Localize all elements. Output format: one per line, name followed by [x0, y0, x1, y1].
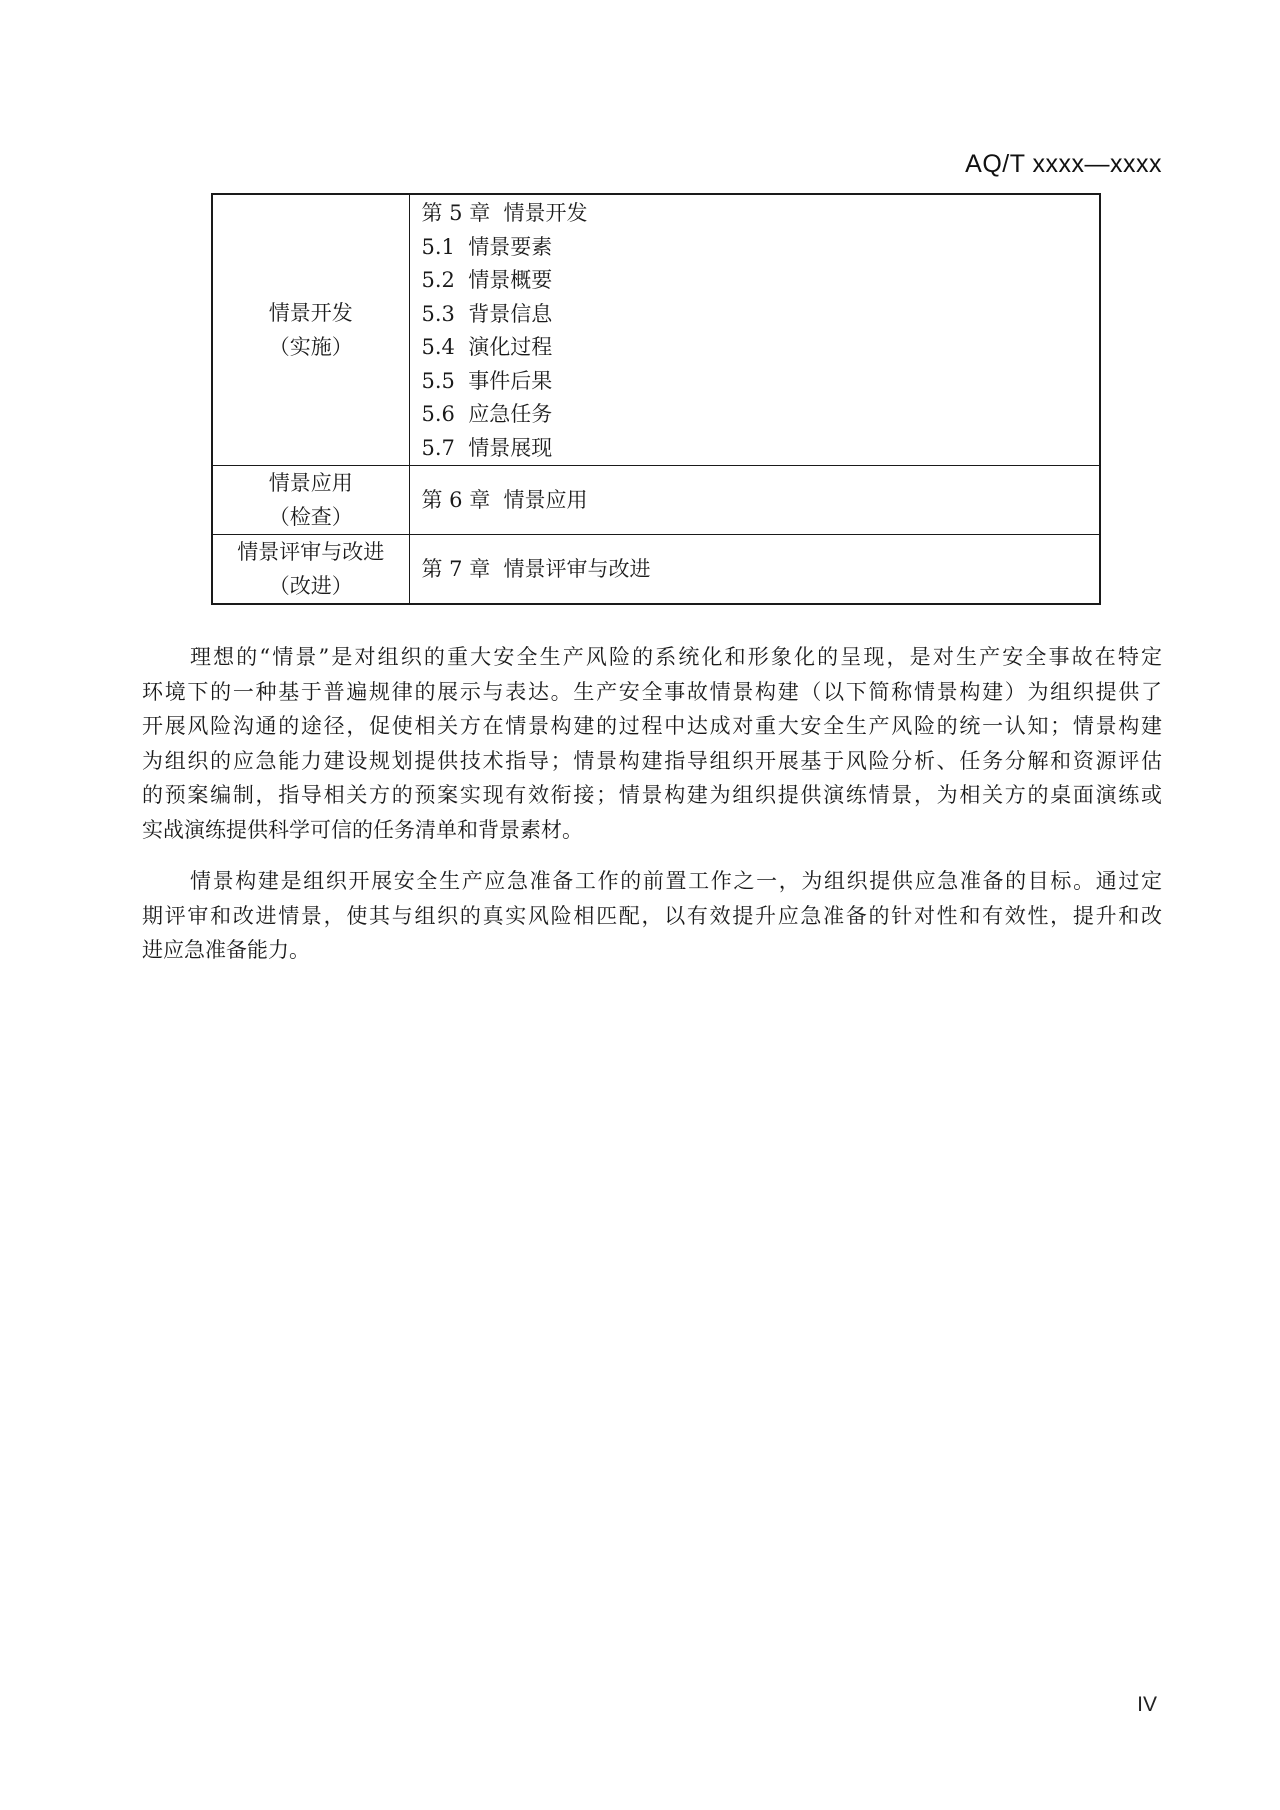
- chapter-item: 第 7 章 情景评审与改进: [421, 557, 651, 581]
- chapter-item: 5.4 演化过程: [421, 335, 553, 359]
- stage-phase: （改进）: [268, 574, 353, 598]
- page-number: IV: [1137, 1693, 1157, 1716]
- table-row-development: [212, 194, 1100, 466]
- stage-phase: （检查）: [268, 505, 353, 529]
- paragraph-line: 理想的“情景”是对组织的重大安全生产风险的系统化和形象化的呈现，是对生产安全事故在特定: [190, 645, 1162, 669]
- paragraph-line: 期评审和改进情景，使其与组织的真实风险相匹配，以有效提升应急准备的针对性和有效性，提升和改: [142, 903, 1162, 928]
- standard-number-header: AQ/T xxxx—xxxx: [965, 150, 1162, 178]
- body-paragraph-1: [142, 640, 1162, 847]
- table-row-application: [212, 466, 1100, 535]
- paragraph-line: 情景构建是组织开展安全生产应急准备工作的前置工作之一，为组织提供应急准备的目标。通过定: [190, 869, 1162, 893]
- paragraph-line: 实战演练提供科学可信的任务清单和背景素材。: [142, 817, 583, 842]
- body-paragraph-2: [142, 864, 1162, 968]
- chapter-item: 5.1 情景要素: [421, 234, 553, 259]
- paragraph-line: 环境下的一种基于普遍规律的展示与表达。生产安全事故情景构建（以下简称情景构建）为组织提供了: [142, 679, 1162, 704]
- stage-cell-review: [212, 535, 409, 605]
- stage-name: 情景评审与改进: [237, 540, 385, 564]
- paragraph-line: 进应急准备能力。: [142, 938, 310, 962]
- chapter-item: 第 6 章 情景应用: [421, 488, 588, 512]
- scenario-process-table: [211, 193, 1101, 605]
- stage-cell-application: [212, 466, 409, 535]
- chapter-item: 5.3 背景信息: [421, 301, 553, 326]
- paragraph-line: 的预案编制，指导相关方的预案实现有效衔接；情景构建为组织提供演练情景，为相关方的桌面演练或: [142, 783, 1162, 807]
- paragraph-line: 为组织的应急能力建设规划提供技术指导；情景构建指导组织开展基于风险分析、任务分解和资源评估: [142, 748, 1162, 773]
- stage-name: 情景应用: [268, 471, 353, 495]
- chapter-list-cell: [409, 194, 1100, 466]
- chapter-item: 5.7 情景展现: [421, 435, 553, 460]
- chapter-cell: [409, 535, 1100, 605]
- chapter-item: 第 5 章 情景开发: [421, 201, 588, 225]
- chapter-cell: [409, 466, 1100, 535]
- chapter-item: 5.5 事件后果: [421, 368, 553, 393]
- stage-phase: （实施）: [268, 335, 353, 359]
- paragraph-line: 开展风险沟通的途径，促使相关方在情景构建的过程中达成对重大安全生产风险的统一认知；情景构建: [142, 714, 1162, 738]
- chapter-item: 5.6 应急任务: [421, 402, 553, 426]
- table-row-review: [212, 535, 1100, 605]
- stage-cell-development: [212, 194, 409, 466]
- chapter-item: 5.2 情景概要: [421, 268, 553, 292]
- stage-name: 情景开发: [268, 301, 353, 325]
